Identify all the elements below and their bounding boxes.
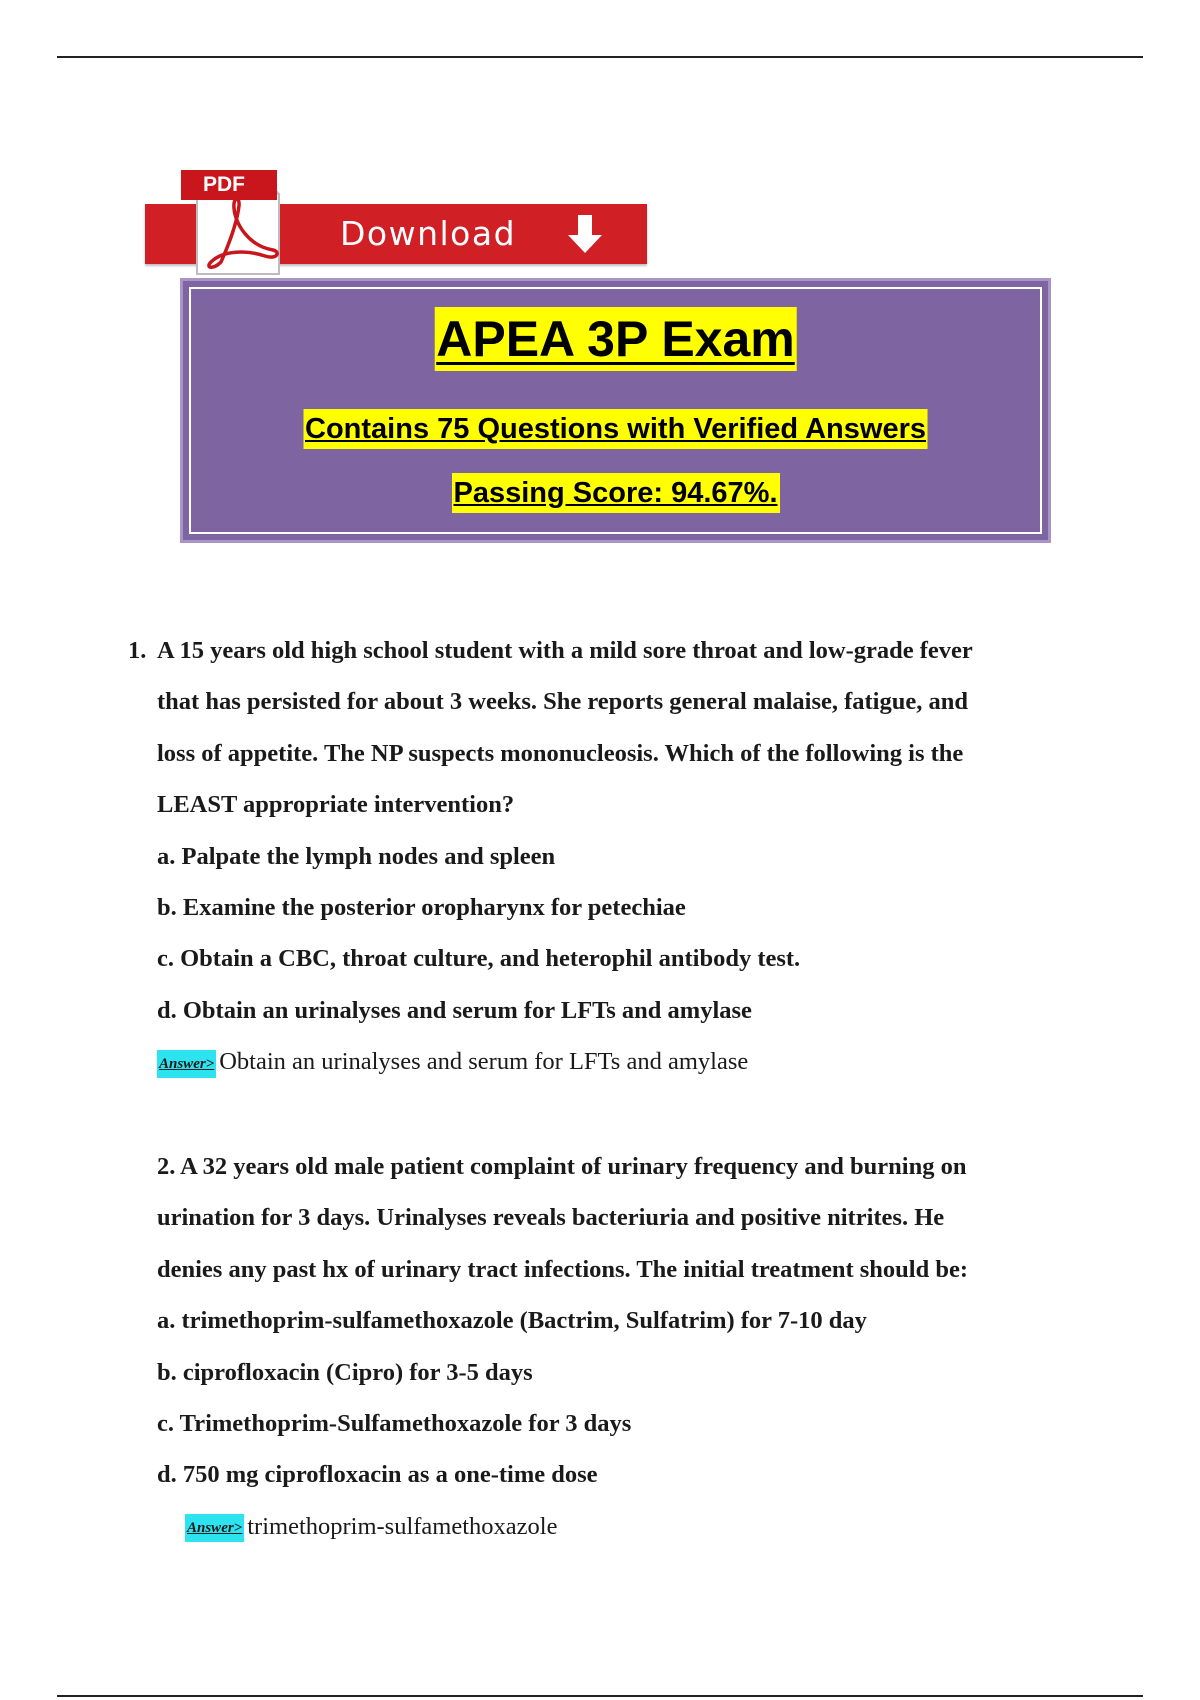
question-1 (128, 631, 1068, 1094)
question-2 (128, 1147, 1068, 1558)
top-rule (57, 56, 1143, 58)
option-a: a. Palpate the lymph nodes and spleen (157, 842, 556, 870)
passing-score: Passing Score: 94.67%. (452, 473, 780, 513)
exam-title: APEA 3P Exam (434, 307, 797, 371)
exam-subtitle: Contains 75 Questions with Verified Answers (303, 409, 928, 449)
question-stem-line: that has persisted for about 3 weeks. She reports general malaise, fatigue, and (157, 688, 968, 716)
question-stem-line: denies any past hx of urinary tract infections. The initial treatment should be: (157, 1255, 969, 1283)
question-stem-line (128, 1147, 1068, 1198)
answer-text: trimethoprim-sulfamethoxazole (247, 1512, 558, 1540)
answer-label: Answer> (185, 1514, 244, 1542)
pdf-download-banner[interactable] (145, 160, 655, 280)
pdf-label: PDF (181, 170, 277, 200)
answer-line (128, 1507, 1068, 1558)
question-stem-line (128, 631, 1068, 682)
option-c: c. Trimethoprim-Sulfamethoxazole for 3 days (157, 1409, 632, 1437)
question-number: 1. (128, 637, 147, 664)
option-a: a. trimethoprim-sulfamethoxazole (Bactrim, Sulfatrim) for 7-10 day (157, 1307, 867, 1335)
question-stem-line: loss of appetite. The NP suspects mononucleosis. Which of the following is the (157, 739, 964, 767)
answer-text: Obtain an urinalyses and serum for LFTs and amylase (219, 1048, 749, 1076)
download-label[interactable]: Download (340, 214, 517, 253)
question-stem-line: urination for 3 days. Urinalyses reveals bacteriuria and positive nitrites. He (157, 1204, 945, 1232)
download-arrow-icon (565, 213, 605, 257)
answer-line (128, 1042, 1068, 1093)
stem-text: A 15 years old high school student with a mild sore throat and low-grade fever (157, 637, 973, 664)
option-d: d. 750 mg ciprofloxacin as a one-time dose (157, 1461, 598, 1489)
option-d: d. Obtain an urinalyses and serum for LFTs and amylase (157, 996, 752, 1024)
option-c: c. Obtain a CBC, throat culture, and heterophil antibody test. (157, 945, 801, 973)
stem-text: A 32 years old male patient complaint of urinary frequency and burning on (180, 1153, 967, 1180)
question-number: 2. (157, 1153, 176, 1180)
answer-label: Answer> (157, 1050, 216, 1078)
pdf-file-icon (177, 166, 281, 278)
option-b: b. ciprofloxacin (Cipro) for 3-5 days (157, 1358, 533, 1386)
title-box (180, 278, 1051, 543)
question-stem-line: LEAST appropriate intervention? (157, 791, 515, 819)
option-b: b. Examine the posterior oropharynx for petechiae (157, 893, 686, 921)
bottom-rule (57, 1695, 1143, 1697)
